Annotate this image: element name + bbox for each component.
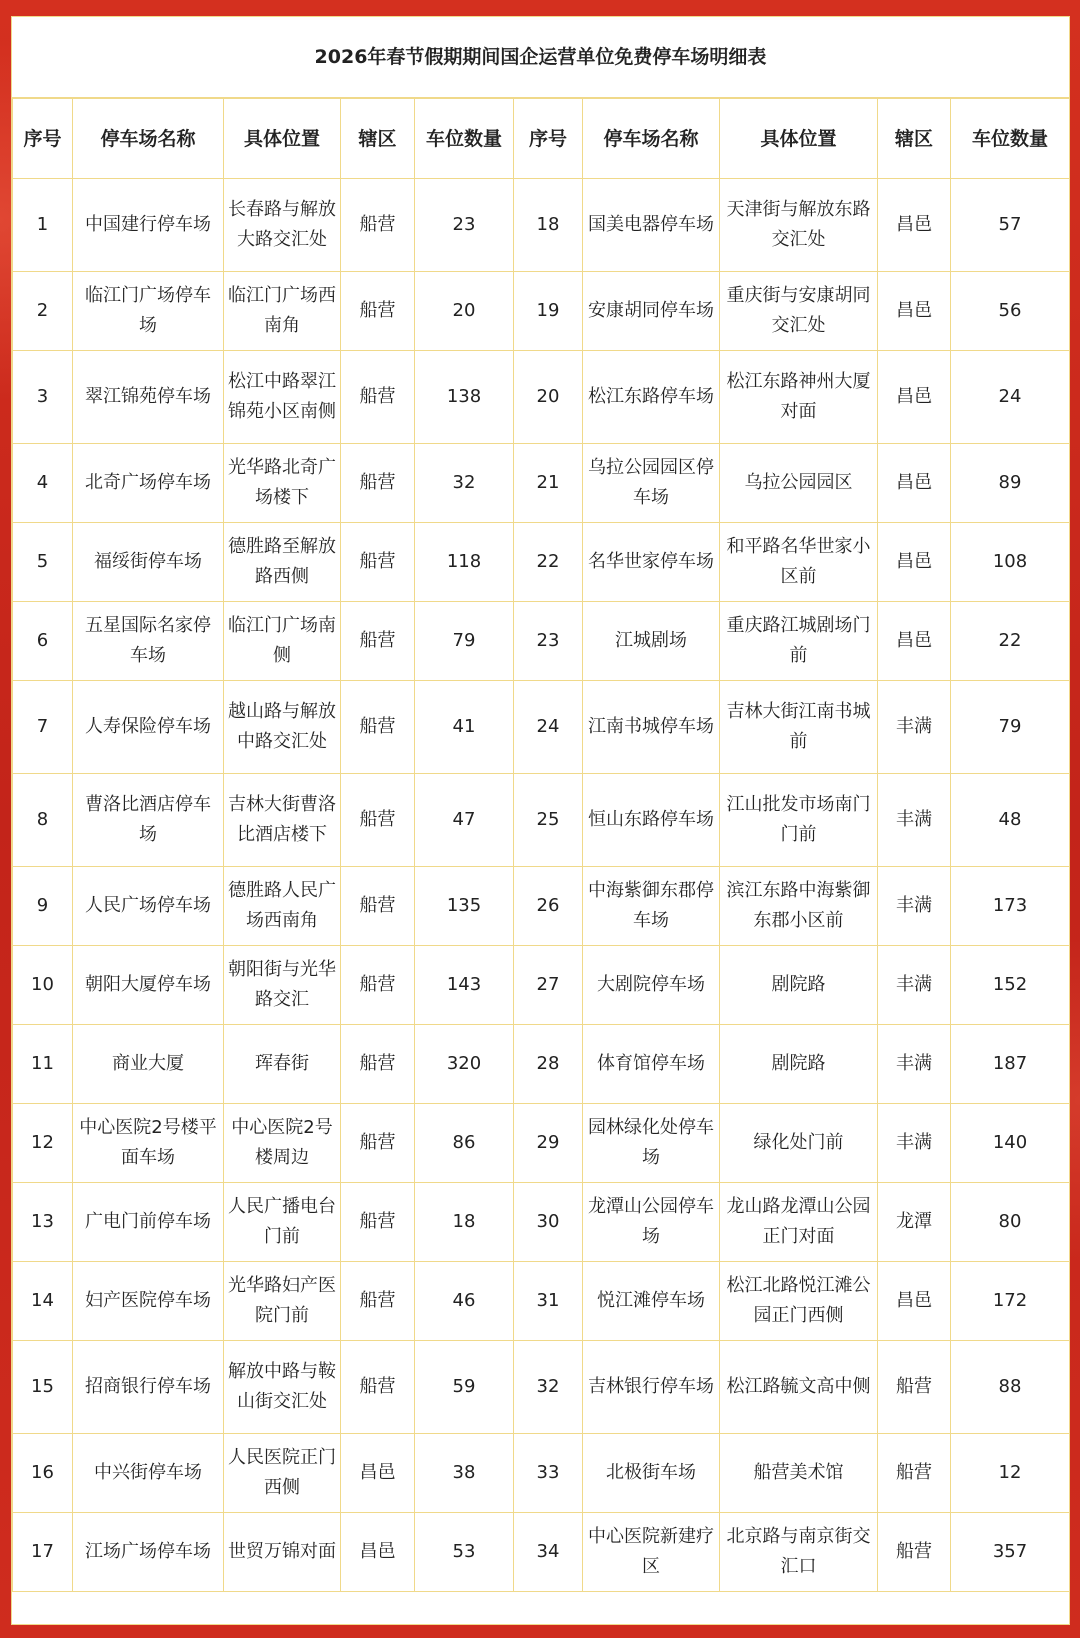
cell-name: 悦江滩停车场	[583, 1262, 720, 1341]
cell-spaces: 79	[951, 681, 1070, 774]
cell-name: 北极街车场	[583, 1434, 720, 1513]
cell-id: 4	[13, 444, 73, 523]
cell-id: 8	[13, 774, 73, 867]
cell-district: 船营	[341, 1104, 415, 1183]
cell-district: 船营	[341, 681, 415, 774]
cell-location: 剧院路	[720, 946, 878, 1025]
parking-table-sheet	[11, 16, 1070, 1625]
cell-name: 江场广场停车场	[73, 1513, 224, 1592]
table-header-row	[13, 99, 1070, 179]
cell-spaces: 57	[951, 179, 1070, 272]
cell-name: 名华世家停车场	[583, 523, 720, 602]
cell-spaces: 138	[415, 351, 514, 444]
cell-name: 国美电器停车场	[583, 179, 720, 272]
cell-id: 31	[514, 1262, 583, 1341]
cell-district: 昌邑	[878, 272, 951, 351]
cell-location: 世贸万锦对面	[224, 1513, 341, 1592]
cell-location: 绿化处门前	[720, 1104, 878, 1183]
cell-district: 丰满	[878, 1025, 951, 1104]
cell-location: 松江北路悦江滩公园正门西侧	[720, 1262, 878, 1341]
cell-id: 34	[514, 1513, 583, 1592]
cell-location: 临江门广场南侧	[224, 602, 341, 681]
table-row	[13, 602, 1070, 681]
table-row	[13, 1434, 1070, 1513]
cell-district: 船营	[341, 1025, 415, 1104]
cell-spaces: 80	[951, 1183, 1070, 1262]
cell-name: 龙潭山公园停车场	[583, 1183, 720, 1262]
cell-spaces: 88	[951, 1341, 1070, 1434]
cell-name: 中心医院新建疗区	[583, 1513, 720, 1592]
table-row	[13, 272, 1070, 351]
cell-id: 24	[514, 681, 583, 774]
cell-id: 16	[13, 1434, 73, 1513]
cell-id: 23	[514, 602, 583, 681]
cell-district: 船营	[878, 1341, 951, 1434]
cell-id: 7	[13, 681, 73, 774]
cell-name: 体育馆停车场	[583, 1025, 720, 1104]
cell-name: 五星国际名家停车场	[73, 602, 224, 681]
cell-spaces: 32	[415, 444, 514, 523]
header-cell: 具体位置	[224, 99, 341, 179]
cell-location: 越山路与解放中路交汇处	[224, 681, 341, 774]
cell-spaces: 48	[951, 774, 1070, 867]
cell-district: 昌邑	[341, 1434, 415, 1513]
cell-name: 江城剧场	[583, 602, 720, 681]
cell-name: 人寿保险停车场	[73, 681, 224, 774]
cell-id: 2	[13, 272, 73, 351]
cell-location: 滨江东路中海紫御东郡小区前	[720, 867, 878, 946]
cell-location: 光华路妇产医院门前	[224, 1262, 341, 1341]
cell-spaces: 357	[951, 1513, 1070, 1592]
cell-name: 大剧院停车场	[583, 946, 720, 1025]
cell-location: 解放中路与鞍山街交汇处	[224, 1341, 341, 1434]
cell-spaces: 22	[951, 602, 1070, 681]
cell-location: 中心医院2号楼周边	[224, 1104, 341, 1183]
cell-name: 安康胡同停车场	[583, 272, 720, 351]
cell-location: 朝阳街与光华路交汇	[224, 946, 341, 1025]
header-cell: 停车场名称	[73, 99, 224, 179]
cell-id: 14	[13, 1262, 73, 1341]
cell-id: 27	[514, 946, 583, 1025]
cell-name: 妇产医院停车场	[73, 1262, 224, 1341]
cell-name: 广电门前停车场	[73, 1183, 224, 1262]
table-row	[13, 179, 1070, 272]
cell-name: 中心医院2号楼平面车场	[73, 1104, 224, 1183]
table-row	[13, 444, 1070, 523]
header-cell: 具体位置	[720, 99, 878, 179]
cell-spaces: 23	[415, 179, 514, 272]
cell-id: 30	[514, 1183, 583, 1262]
cell-id: 18	[514, 179, 583, 272]
cell-district: 昌邑	[878, 602, 951, 681]
parking-table	[12, 98, 1070, 1592]
cell-id: 5	[13, 523, 73, 602]
cell-spaces: 89	[951, 444, 1070, 523]
cell-id: 20	[514, 351, 583, 444]
cell-district: 昌邑	[878, 351, 951, 444]
table-row	[13, 1104, 1070, 1183]
cell-spaces: 79	[415, 602, 514, 681]
cell-location: 长春路与解放大路交汇处	[224, 179, 341, 272]
cell-name: 松江东路停车场	[583, 351, 720, 444]
cell-id: 15	[13, 1341, 73, 1434]
cell-spaces: 41	[415, 681, 514, 774]
cell-district: 船营	[341, 1341, 415, 1434]
cell-district: 昌邑	[878, 179, 951, 272]
cell-spaces: 38	[415, 1434, 514, 1513]
cell-district: 船营	[878, 1513, 951, 1592]
header-cell: 辖区	[341, 99, 415, 179]
cell-name: 商业大厦	[73, 1025, 224, 1104]
cell-spaces: 18	[415, 1183, 514, 1262]
cell-name: 中海紫御东郡停车场	[583, 867, 720, 946]
cell-location: 江山批发市场南门门前	[720, 774, 878, 867]
table-row	[13, 774, 1070, 867]
cell-spaces: 24	[951, 351, 1070, 444]
cell-name: 人民广场停车场	[73, 867, 224, 946]
cell-location: 吉林大街曹洛比酒店楼下	[224, 774, 341, 867]
cell-location: 北京路与南京街交汇口	[720, 1513, 878, 1592]
cell-district: 昌邑	[878, 444, 951, 523]
cell-district: 丰满	[878, 1104, 951, 1183]
cell-district: 丰满	[878, 867, 951, 946]
cell-spaces: 53	[415, 1513, 514, 1592]
table-row	[13, 523, 1070, 602]
header-cell: 序号	[13, 99, 73, 179]
cell-id: 11	[13, 1025, 73, 1104]
cell-spaces: 143	[415, 946, 514, 1025]
cell-district: 船营	[341, 179, 415, 272]
cell-id: 17	[13, 1513, 73, 1592]
table-row	[13, 867, 1070, 946]
cell-name: 朝阳大厦停车场	[73, 946, 224, 1025]
cell-id: 1	[13, 179, 73, 272]
cell-district: 船营	[341, 774, 415, 867]
cell-location: 德胜路至解放路西侧	[224, 523, 341, 602]
cell-name: 园林绿化处停车场	[583, 1104, 720, 1183]
cell-district: 船营	[341, 946, 415, 1025]
cell-id: 29	[514, 1104, 583, 1183]
cell-district: 船营	[341, 351, 415, 444]
cell-name: 中国建行停车场	[73, 179, 224, 272]
cell-id: 9	[13, 867, 73, 946]
cell-name: 乌拉公园园区停车场	[583, 444, 720, 523]
table-row	[13, 1025, 1070, 1104]
cell-district: 船营	[341, 1262, 415, 1341]
cell-spaces: 108	[951, 523, 1070, 602]
cell-location: 船营美术馆	[720, 1434, 878, 1513]
cell-spaces: 152	[951, 946, 1070, 1025]
cell-location: 松江中路翠江锦苑小区南侧	[224, 351, 341, 444]
cell-location: 松江东路神州大厦对面	[720, 351, 878, 444]
cell-location: 松江路毓文高中侧	[720, 1341, 878, 1434]
cell-district: 船营	[341, 602, 415, 681]
cell-location: 天津街与解放东路交汇处	[720, 179, 878, 272]
cell-location: 龙山路龙潭山公园正门对面	[720, 1183, 878, 1262]
cell-location: 重庆街与安康胡同交汇处	[720, 272, 878, 351]
header-cell: 停车场名称	[583, 99, 720, 179]
cell-district: 船营	[341, 867, 415, 946]
cell-spaces: 46	[415, 1262, 514, 1341]
cell-id: 26	[514, 867, 583, 946]
cell-district: 丰满	[878, 774, 951, 867]
table-row	[13, 946, 1070, 1025]
cell-name: 北奇广场停车场	[73, 444, 224, 523]
cell-district: 昌邑	[878, 523, 951, 602]
cell-location: 重庆路江城剧场门前	[720, 602, 878, 681]
cell-district: 船营	[341, 272, 415, 351]
cell-location: 人民广播电台门前	[224, 1183, 341, 1262]
cell-district: 丰满	[878, 946, 951, 1025]
cell-district: 船营	[341, 523, 415, 602]
table-row	[13, 1341, 1070, 1434]
cell-spaces: 59	[415, 1341, 514, 1434]
cell-name: 曹洛比酒店停车场	[73, 774, 224, 867]
cell-spaces: 140	[951, 1104, 1070, 1183]
cell-name: 招商银行停车场	[73, 1341, 224, 1434]
cell-district: 船营	[341, 444, 415, 523]
table-row	[13, 1183, 1070, 1262]
header-cell: 序号	[514, 99, 583, 179]
table-row	[13, 1513, 1070, 1592]
cell-id: 22	[514, 523, 583, 602]
cell-id: 21	[514, 444, 583, 523]
cell-location: 和平路名华世家小区前	[720, 523, 878, 602]
cell-district: 昌邑	[878, 1262, 951, 1341]
cell-spaces: 20	[415, 272, 514, 351]
cell-id: 12	[13, 1104, 73, 1183]
cell-id: 33	[514, 1434, 583, 1513]
cell-id: 3	[13, 351, 73, 444]
cell-location: 临江门广场西南角	[224, 272, 341, 351]
cell-name: 翠江锦苑停车场	[73, 351, 224, 444]
cell-id: 13	[13, 1183, 73, 1262]
cell-location: 乌拉公园园区	[720, 444, 878, 523]
cell-id: 25	[514, 774, 583, 867]
cell-district: 船营	[341, 1183, 415, 1262]
cell-id: 6	[13, 602, 73, 681]
cell-id: 28	[514, 1025, 583, 1104]
cell-location: 人民医院正门西侧	[224, 1434, 341, 1513]
header-cell: 车位数量	[415, 99, 514, 179]
cell-spaces: 135	[415, 867, 514, 946]
cell-id: 32	[514, 1341, 583, 1434]
header-cell: 辖区	[878, 99, 951, 179]
cell-spaces: 86	[415, 1104, 514, 1183]
cell-spaces: 172	[951, 1262, 1070, 1341]
cell-location: 吉林大街江南书城前	[720, 681, 878, 774]
cell-spaces: 118	[415, 523, 514, 602]
cell-spaces: 56	[951, 272, 1070, 351]
cell-district: 龙潭	[878, 1183, 951, 1262]
table-row	[13, 351, 1070, 444]
cell-id: 10	[13, 946, 73, 1025]
table-row	[13, 681, 1070, 774]
cell-name: 福绥街停车场	[73, 523, 224, 602]
cell-name: 临江门广场停车场	[73, 272, 224, 351]
cell-location: 德胜路人民广场西南角	[224, 867, 341, 946]
cell-spaces: 47	[415, 774, 514, 867]
cell-name: 江南书城停车场	[583, 681, 720, 774]
table-title: 2026年春节假期期间国企运营单位免费停车场明细表	[12, 17, 1069, 98]
cell-spaces: 173	[951, 867, 1070, 946]
cell-name: 恒山东路停车场	[583, 774, 720, 867]
cell-name: 吉林银行停车场	[583, 1341, 720, 1434]
cell-name: 中兴街停车场	[73, 1434, 224, 1513]
cell-location: 珲春街	[224, 1025, 341, 1104]
cell-district: 船营	[878, 1434, 951, 1513]
cell-location: 光华路北奇广场楼下	[224, 444, 341, 523]
cell-spaces: 187	[951, 1025, 1070, 1104]
cell-district: 昌邑	[341, 1513, 415, 1592]
header-cell: 车位数量	[951, 99, 1070, 179]
cell-district: 丰满	[878, 681, 951, 774]
cell-id: 19	[514, 272, 583, 351]
table-row	[13, 1262, 1070, 1341]
cell-location: 剧院路	[720, 1025, 878, 1104]
cell-spaces: 12	[951, 1434, 1070, 1513]
cell-spaces: 320	[415, 1025, 514, 1104]
